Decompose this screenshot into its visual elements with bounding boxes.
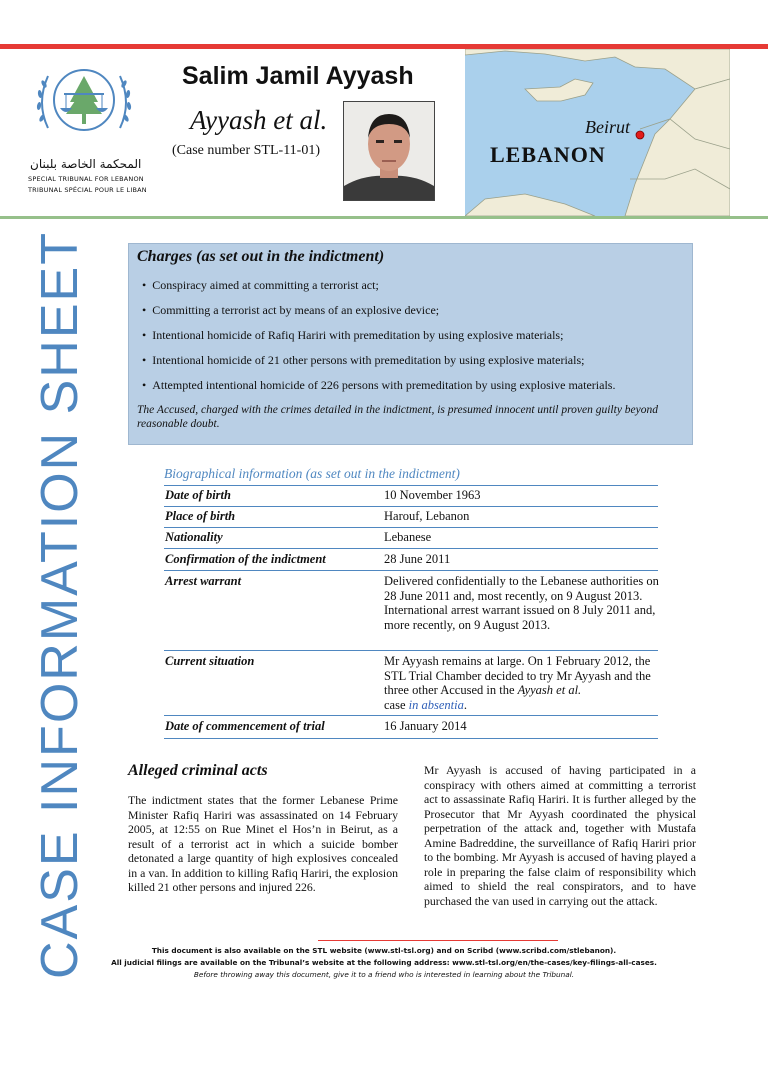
charge-item: • Intentional homicide of Rafiq Hariri with premeditation by using explosive materials;: [142, 328, 564, 342]
map-country-label: LEBANON: [490, 142, 606, 167]
bio-title: Biographical information (as set out in the indictment): [164, 466, 460, 481]
bio-value-nationality: Lebanese: [384, 530, 432, 544]
table-rule: [164, 506, 658, 507]
table-rule: [164, 715, 658, 716]
charge-item: • Committing a terrorist act by means of an explosive device;: [142, 303, 440, 317]
org-name-english: SPECIAL TRIBUNAL FOR LEBANON: [28, 175, 144, 183]
in-absentia-link[interactable]: in absentia: [408, 697, 464, 712]
bio-label-trial-date: Date of commencement of trial: [165, 719, 325, 733]
table-rule: [164, 548, 658, 549]
org-name-french: TRIBUNAL SPÉCIAL POUR LE LIBAN: [28, 186, 147, 194]
bio-label-current-situation: Current situation: [165, 654, 255, 668]
accused-name: Salim Jamil Ayyash: [182, 62, 414, 90]
sidebar-title: CASE INFORMATION SHEET: [31, 231, 89, 979]
bio-label-dob: Date of birth: [165, 488, 231, 502]
table-rule: [164, 485, 658, 486]
footer-rule: [318, 940, 558, 941]
table-rule: [164, 570, 658, 571]
org-name-arabic: المحكمة الخاصة بلبنان: [30, 157, 142, 171]
footer-line-1: This document is also available on the STL website (www.stl-tsl.org) and on Scribd (www.scribd.com/stlebanon).: [151, 946, 617, 955]
bio-value-pob: Harouf, Lebanon: [384, 509, 470, 523]
charge-item: • Intentional homicide of 21 other persons with premeditation by using explosive materials;: [142, 353, 585, 367]
table-rule: [164, 738, 658, 739]
presumption-of-innocence: The Accused, charged with the crimes detailed in the indictment, is presumed innocent until proven guilty beyond reasonable doubt.: [137, 404, 659, 430]
bio-value-current-situation: Mr Ayyash remains at large. On 1 February 2012, the STL Trial Chamber decided to try Mr Ayyash and the three other Accused in the Ayyash et al. case in absentia.: [384, 654, 651, 712]
case-number: (Case number STL-11-01): [172, 143, 320, 158]
arrest-warrant-domestic: Delivered confidentially to the Lebanese authorities on 28 June 2011 and, most recently, on 9 August 2013.: [384, 574, 659, 603]
bio-label-confirmation: Confirmation of the indictment: [165, 552, 326, 566]
footer-line-2: All judicial filings are available on the Tribunal’s website at the following address: www.stl-tsl.org/en/the-cases/key-filings-all-cases.: [111, 958, 657, 967]
table-rule: [164, 527, 658, 528]
bio-label-arrest-warrant: Arrest warrant: [165, 574, 242, 588]
arrest-warrant-international: International arrest warrant issued on 8 July 2011 and, more recently, on 9 August 2013.: [384, 603, 656, 632]
bio-value-confirmation: 28 June 2011: [384, 552, 451, 566]
case-name-italic: Ayyash et al.: [517, 683, 582, 697]
footer-line-3: Before throwing away this document, give it to a friend who is interested in learning about the Tribunal.: [193, 970, 575, 979]
acts-heading: Alleged criminal acts: [128, 762, 268, 779]
charge-item: • Attempted intentional homicide of 226 persons with premeditation by using explosive materials.: [142, 378, 616, 392]
map-city-label: Beirut: [585, 117, 630, 137]
charge-item: • Conspiracy aimed at committing a terrorist act;: [142, 278, 379, 292]
bio-value-trial-date: 16 January 2014: [384, 719, 467, 733]
case-title: Ayyash et al.: [190, 105, 328, 135]
table-rule: [164, 650, 658, 651]
bio-label-pob: Place of birth: [165, 509, 236, 523]
stl-emblem-logo: [28, 58, 140, 146]
bio-value-arrest-warrant: [384, 574, 660, 632]
acts-column-2: Mr Ayyash is accused of having participated in a conspiracy with others aimed at committing a terrorist act to assassinate Rafiq Hariri. It is further alleged by the Prosecutor that Mr Ayyash coordinated the physical perpetration of the attack and, together with Mustafa Amine Badreddine, the surveillance of Rafiq Hariri prior to the bombing. Mr Ayyash is accused of having played a role in preparing the false claim of responsibility which aimed to shield the real conspirators, and to have purchased the van used in carrying out the attack.: [424, 763, 696, 908]
accused-photo: [343, 101, 435, 201]
acts-column-1: The indictment states that the former Lebanese Prime Minister Rafiq Hariri was assassinated on 14 February 2005, at 12:55 on Rue Minet el Hos’n in Beirut, as a result of a terrorist act in which a suicide bomber detonated a large quantity of high explosives concealed in a van. In addition to killing Rafiq Hariri, the explosion killed 21 other persons and injured 226.: [128, 793, 398, 894]
header-green-rule: [0, 216, 768, 219]
bio-value-dob: 10 November 1963: [384, 488, 481, 502]
charges-title: Charges (as set out in the indictment): [137, 248, 385, 265]
bio-label-nationality: Nationality: [165, 530, 223, 544]
